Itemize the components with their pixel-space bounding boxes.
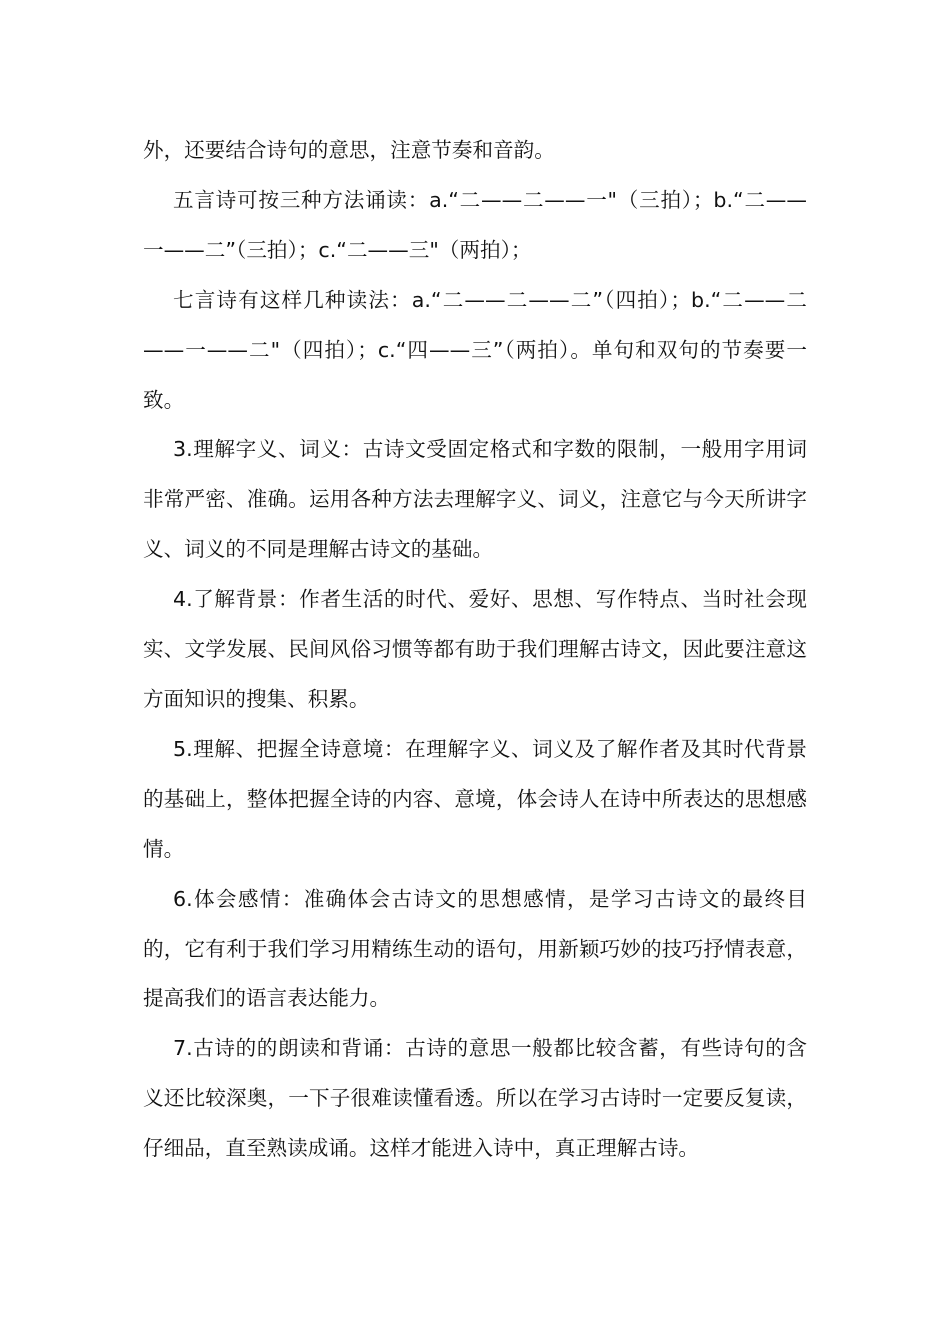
paragraph-seven-character-poem-reading: 七言诗有这样几种读法：a.“二——二——二”（四拍）；b.“二——二——一——二"（四拍）；c.“四——三”（两拍）。单句和双句的节奏要一致。 xyxy=(143,287,807,412)
paragraph-five-character-poem-reading: 五言诗可按三种方法诵读：a.“二——二——一"（三拍）；b.“二——一——二”（三拍）；c.“二——三"（两拍）； xyxy=(143,187,807,262)
paragraph-continuation: 外，还要结合诗句的意思，注意节奏和音韵。 xyxy=(143,138,555,162)
paragraph-reading-and-reciting: 7.古诗的的朗读和背诵：古诗的意思一般都比较含蓄，有些诗句的含义还比较深奥，一下子很难读懂看透。所以在学习古诗时一定要反复读，仔细品，直至熟读成诵。这样才能进入诗中，真正理解古诗。 xyxy=(143,1036,807,1161)
paragraph-understand-background: 4.了解背景：作者生活的时代、爱好、思想、写作特点、当时社会现实、文学发展、民间风俗习惯等都有助于我们理解古诗文，因此要注意这方面知识的搜集、积累。 xyxy=(143,587,807,711)
paragraph-grasp-artistic-conception: 5.理解、把握全诗意境：在理解字义、词义及了解作者及其时代背景的基础上，整体把握全诗的内容、意境，体会诗人在诗中所表达的思想感情。 xyxy=(143,736,807,861)
document-body xyxy=(143,126,807,1174)
paragraph-understand-word-meaning: 3.理解字义、词义：古诗文受固定格式和字数的限制，一般用字用词非常严密、准确。运用各种方法去理解字义、词义，注意它与今天所讲字义、词义的不同是理解古诗文的基础。 xyxy=(143,437,807,562)
paragraph-experience-emotion: 6.体会感情：准确体会古诗文的思想感情，是学习古诗文的最终目的，它有利于我们学习用精练生动的语句，用新颖巧妙的技巧抒情表意，提高我们的语言表达能力。 xyxy=(143,886,807,1011)
